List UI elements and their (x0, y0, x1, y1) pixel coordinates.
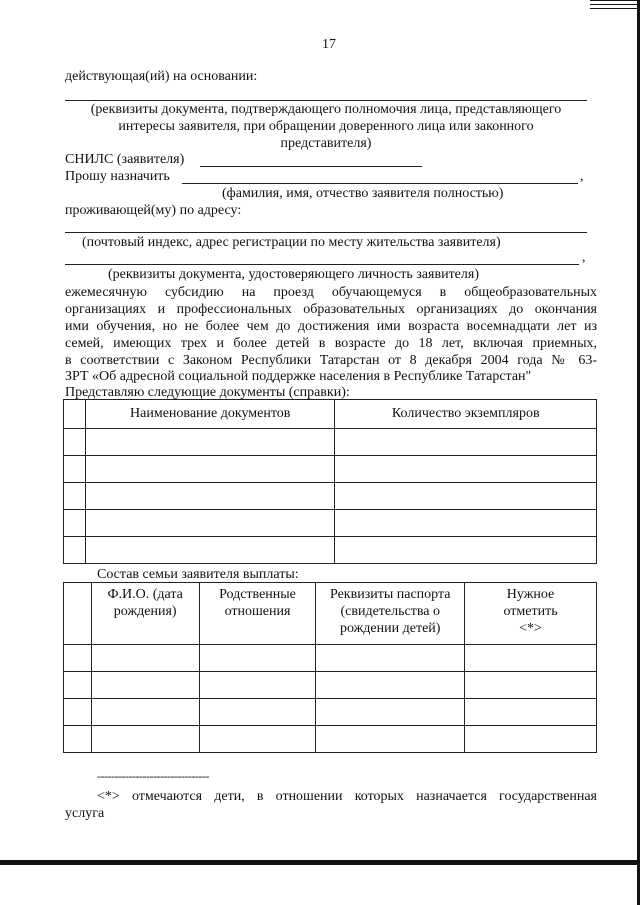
table-row (64, 456, 597, 483)
footnote-line-1: <*> отмечаются дети, в отношении которых назначается государственная (97, 789, 597, 804)
table-row (64, 726, 597, 753)
document-name-cell[interactable] (85, 456, 335, 483)
document-name-cell[interactable] (85, 483, 335, 510)
request-comma: , (580, 169, 584, 184)
family-header-mark: Нужное отметить <*> (465, 583, 597, 645)
document-count-cell[interactable] (335, 483, 597, 510)
snils-input-line[interactable] (200, 166, 422, 167)
document-count-cell[interactable] (335, 510, 597, 537)
family-fio-cell[interactable] (91, 672, 199, 699)
document-count-cell[interactable] (335, 537, 597, 564)
family-mark-cell[interactable] (465, 699, 597, 726)
family-passport-cell[interactable] (316, 699, 465, 726)
scan-edge-bottom (0, 860, 640, 865)
paragraph-line-1: ежемесячную субсидию на проезд обучающемуся в общеобразовательных (65, 285, 597, 300)
paragraph-line-6: ЗРТ «Об адресной социальной поддержке населения в Республике Татарстан" (65, 369, 532, 384)
basis-note-line-1: (реквизиты документа, подтверждающего полномочия лица, представляющего (90, 102, 562, 117)
table-row (64, 672, 597, 699)
identity-note: (реквизиты документа, удостоверяющего личность заявителя) (108, 267, 479, 282)
document-name-cell[interactable] (85, 537, 335, 564)
table-row (64, 510, 597, 537)
identity-comma: , (582, 250, 586, 265)
family-relation-cell[interactable] (199, 645, 316, 672)
table-row (64, 483, 597, 510)
family-passport-cell[interactable] (316, 645, 465, 672)
identity-input-line[interactable] (65, 264, 579, 265)
family-mark-cell[interactable] (465, 672, 597, 699)
documents-header-name: Наименование документов (85, 400, 335, 429)
table-row (64, 645, 597, 672)
document-name-cell[interactable] (85, 510, 335, 537)
family-passport-cell[interactable] (316, 672, 465, 699)
table-row (64, 429, 597, 456)
documents-table (63, 399, 597, 564)
family-header-passport: Реквизиты паспорта (свидетельства о рождении детей) (316, 583, 465, 645)
address-note: (почтовый индекс, адрес регистрации по месту жительства заявителя) (82, 235, 501, 250)
family-mark-cell[interactable] (465, 726, 597, 753)
documents-header-index (64, 400, 86, 429)
table-row (64, 537, 597, 564)
residing-label: проживающей(му) по адресу: (65, 203, 242, 218)
family-header-fio: Ф.И.О. (дата рождения) (91, 583, 199, 645)
basis-note-line-3: представителя) (280, 136, 372, 151)
request-label: Прошу назначить (65, 169, 170, 184)
basis-note-line-2: интересы заявителя, при обращении доверенного лица или законного (118, 119, 534, 134)
family-intro: Состав семьи заявителя выплаты: (97, 567, 299, 582)
documents-table-header (64, 400, 597, 429)
paragraph-line-5: в соответствии с Законом Республики Татарстан от 8 декабря 2004 года № 63- (65, 353, 597, 368)
page-number: 17 (322, 37, 336, 52)
family-fio-cell[interactable] (91, 645, 199, 672)
documents-header-count: Количество экземпляров (335, 400, 597, 429)
family-table (63, 582, 597, 753)
paragraph-line-3: ими обучения, но не более чем до достижения ими возраста восемнадцати лет из (65, 319, 597, 334)
family-relation-cell[interactable] (199, 726, 316, 753)
fio-input-line[interactable] (182, 183, 578, 184)
family-passport-cell[interactable] (316, 726, 465, 753)
address-input-line[interactable] (65, 232, 587, 233)
table-row (64, 699, 597, 726)
snils-label: СНИЛС (заявителя) (65, 152, 185, 167)
family-fio-cell[interactable] (91, 699, 199, 726)
family-relation-cell[interactable] (199, 699, 316, 726)
fio-note: (фамилия, имя, отчество заявителя полностью) (222, 186, 504, 201)
acting-basis-label: действующая(ий) на основании: (65, 69, 258, 84)
paragraph-line-2: организациях и профессиональных образовательных организациях до окончания (65, 302, 597, 317)
scan-corner-marks (590, 0, 640, 16)
family-header-relation: Родственные отношения (199, 583, 316, 645)
family-mark-cell[interactable] (465, 645, 597, 672)
footnote-line-2: услуга (65, 806, 105, 821)
document-count-cell[interactable] (335, 429, 597, 456)
family-fio-cell[interactable] (91, 726, 199, 753)
paragraph-line-4: семей, имеющих трех и более детей в возрасте до 18 лет, включая приемных, (65, 336, 597, 351)
footnote-separator: -------------------------------- (97, 769, 209, 783)
family-header-index (64, 583, 92, 645)
basis-input-line[interactable] (65, 100, 587, 101)
docs-intro: Представляю следующие документы (справки): (65, 385, 350, 400)
document-name-cell[interactable] (85, 429, 335, 456)
family-table-header (64, 583, 597, 645)
family-relation-cell[interactable] (199, 672, 316, 699)
document-count-cell[interactable] (335, 456, 597, 483)
